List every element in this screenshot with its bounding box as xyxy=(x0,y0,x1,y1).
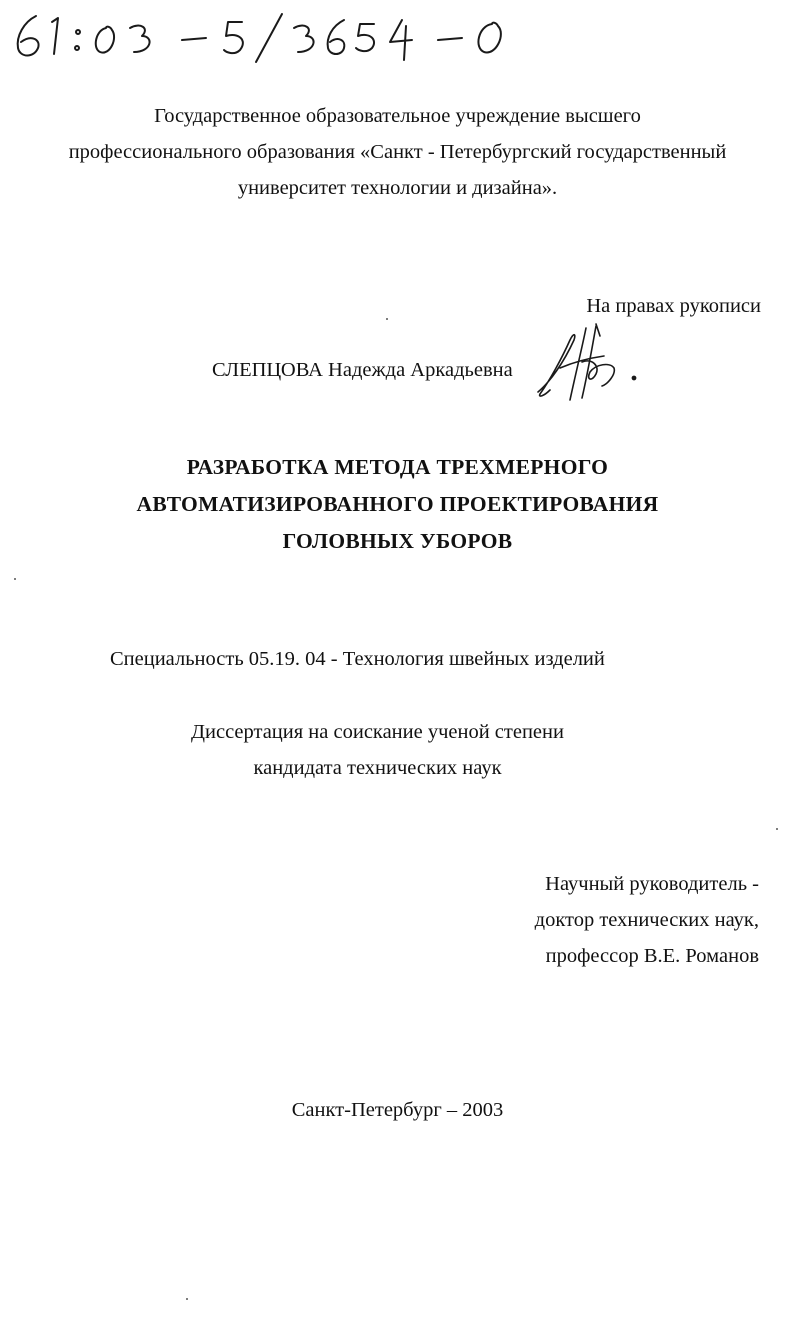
author-name: СЛЕПЦОВА Надежда Аркадьевна xyxy=(212,359,513,381)
advisor-line-1: Научный руководитель - xyxy=(545,873,759,895)
scan-speck xyxy=(386,318,388,320)
institution-line-2: профессионального образования «Санкт - Петербургский государственный xyxy=(68,141,727,163)
specialty: Специальность 05.19. 04 - Технология швейных изделий xyxy=(110,648,605,670)
title-line-1: РАЗРАБОТКА МЕТОДА ТРЕХМЕРНОГО xyxy=(186,455,609,479)
title-line-3: ГОЛОВНЫХ УБОРОВ xyxy=(282,529,513,553)
title-line-2: АВТОМАТИЗИРОВАННОГО ПРОЕКТИРОВАНИЯ xyxy=(136,492,659,516)
dissertation-title xyxy=(0,449,795,560)
scan-speck xyxy=(186,1298,188,1300)
institution-line-3: университет технологии и дизайна». xyxy=(237,177,558,199)
advisor-line-3: профессор В.Е. Романов xyxy=(545,945,759,967)
city-year xyxy=(0,1092,795,1128)
degree-statement xyxy=(0,714,775,786)
handwritten-archive-code xyxy=(6,4,526,64)
city-year-text: Санкт-Петербург – 2003 xyxy=(291,1099,504,1121)
degree-line-2: кандидата технических наук xyxy=(253,757,502,779)
scan-speck xyxy=(14,578,16,580)
rights-note: На правах рукописи xyxy=(586,295,761,317)
degree-line-1: Диссертация на соискание ученой степени xyxy=(191,721,564,743)
signature-icon xyxy=(530,322,650,404)
advisor-block xyxy=(535,866,759,974)
advisor-line-2: доктор технических наук, xyxy=(534,909,759,931)
scan-speck xyxy=(776,828,778,830)
institution-header xyxy=(0,98,795,206)
institution-line-1: Государственное образовательное учреждение высшего xyxy=(154,105,641,127)
